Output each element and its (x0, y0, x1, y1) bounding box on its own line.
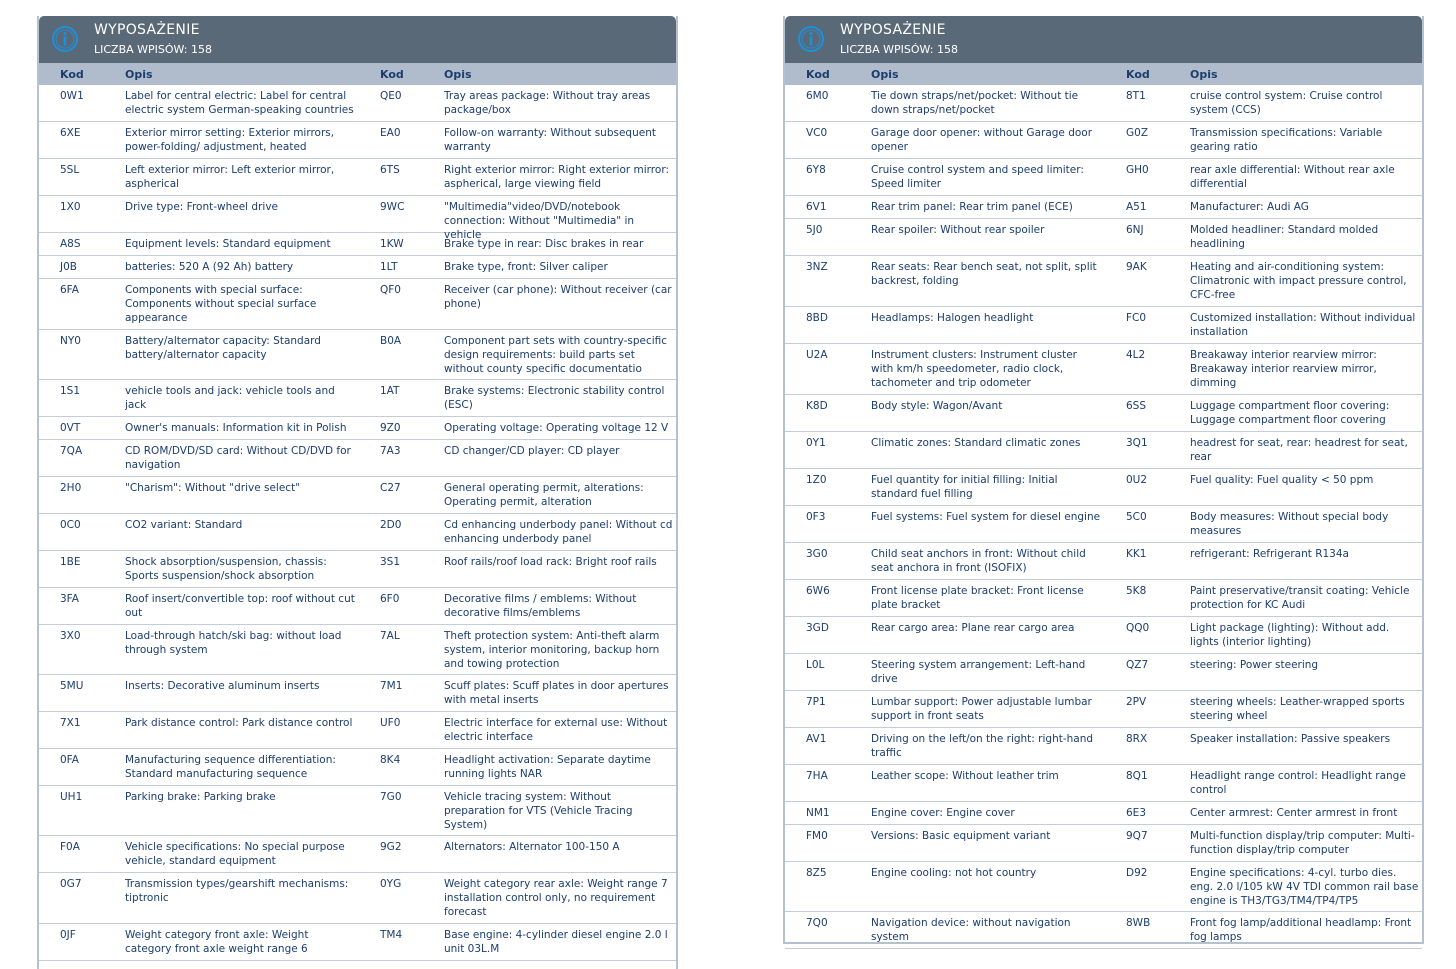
description-cell: Base engine: 4-cylinder diesel engine 2.0 l unit 03L.M (444, 929, 668, 955)
description-cell: Inserts: Decorative aluminum inserts (125, 680, 320, 692)
code-cell: 0G7 (60, 878, 82, 890)
code-cell: EA0 (380, 127, 401, 139)
description-cell: Rear cargo area: Plane rear cargo area (871, 622, 1075, 634)
table-row (39, 279, 676, 330)
code-cell: U2A (806, 349, 828, 361)
code-cell: 0YG (380, 878, 402, 890)
description-cell: Drive type: Front-wheel drive (125, 201, 278, 213)
table-row (785, 219, 1422, 256)
description-cell: Vehicle specifications: No special purpose vehicle, standard equipment (125, 841, 345, 867)
table-row (785, 691, 1422, 728)
description-cell: Owner's manuals: Information kit in Polish (125, 422, 347, 434)
description-cell: Exterior mirror setting: Exterior mirrors, power-folding/ adjustment, heated (125, 127, 335, 153)
description-cell: cruise control system: Cruise control system (CCS) (1190, 90, 1383, 116)
code-cell: 3NZ (806, 261, 828, 273)
description-cell: Body style: Wagon/Avant (871, 400, 1003, 412)
description-cell: Headlight activation: Separate daytime running lights NAR (444, 754, 651, 780)
code-cell: 7M1 (380, 680, 403, 692)
code-cell: NY0 (60, 335, 81, 347)
code-cell: 9Q7 (1126, 830, 1148, 842)
code-cell: 5C0 (1126, 511, 1147, 523)
code-cell: G0Z (1126, 127, 1149, 139)
code-cell: 7P1 (806, 696, 826, 708)
code-cell: 2PV (1126, 696, 1147, 708)
code-cell: VC0 (806, 127, 828, 139)
description-cell: Load-through hatch/ski bag: without load through system (125, 630, 342, 656)
code-cell: K8D (806, 400, 828, 412)
panel-title: WYPOSAŻENIE (840, 22, 946, 38)
table-row (39, 440, 676, 477)
description-cell: Customized installation: Without individual installation (1190, 312, 1416, 338)
table-row (785, 543, 1422, 580)
description-cell: Manufacturing sequence differentiation: Standard manufacturing sequence (125, 754, 336, 780)
description-cell: Rear seats: Rear bench seat, not split, split backrest, folding (871, 261, 1097, 287)
code-cell: 6W6 (806, 585, 830, 597)
description-cell: Component part sets with country-specific design requirements: build parts set without county specific documentatio (444, 335, 668, 375)
code-cell: 3G0 (806, 548, 828, 560)
code-cell: 3Q1 (1126, 437, 1148, 449)
description-cell: Front fog lamp/additional headlamp: Front fog lamps (1190, 917, 1412, 943)
column-header-opis: Opis (871, 68, 899, 81)
code-cell: QZ7 (1126, 659, 1149, 671)
table-row (39, 712, 676, 749)
equipment-panel-left (37, 16, 678, 969)
table-row (39, 675, 676, 712)
table-row (785, 617, 1422, 654)
code-cell: 6TS (380, 164, 400, 176)
code-cell: 0U2 (1126, 474, 1148, 486)
table-row (39, 85, 676, 122)
code-cell: 7QA (60, 445, 83, 457)
description-cell: Shock absorption/suspension, chassis: Sports suspension/shock absorption (125, 556, 327, 582)
table-row (39, 330, 676, 380)
table-row (785, 432, 1422, 469)
table-row (785, 580, 1422, 617)
description-cell: Transmission types/gearshift mechanisms: tiptronic (125, 878, 349, 904)
column-header-kod: Kod (60, 68, 84, 81)
description-cell: Engine cooling: not hot country (871, 867, 1037, 879)
table-row (785, 825, 1422, 862)
description-cell: Park distance control: Park distance control (125, 717, 353, 729)
description-cell: batteries: 520 A (92 Ah) battery (125, 261, 294, 273)
description-cell: Label for central electric: Label for central electric system German-speaking countries (125, 90, 354, 116)
description-cell: Instrument clusters: Instrument cluster with km/h speedometer, radio clock, tachometer and trip odometer (871, 349, 1077, 389)
code-cell: 3X0 (60, 630, 81, 642)
code-cell: 6XE (60, 127, 81, 139)
table-row (785, 85, 1422, 122)
code-cell: A8S (60, 238, 81, 250)
description-cell: Tie down straps/net/pocket: Without tie down straps/net/pocket (871, 90, 1079, 116)
code-cell: KK1 (1126, 548, 1147, 560)
description-cell: Paint preservative/transit coating: Vehicle protection for KC Audi (1190, 585, 1410, 611)
table-row (39, 749, 676, 786)
description-cell: Vehicle tracing system: Without preparation for VTS (Vehicle Tracing System) (444, 791, 633, 831)
code-cell: GH0 (1126, 164, 1149, 176)
code-cell: NM1 (806, 807, 830, 819)
description-cell: Driving on the left/on the right: right-hand traffic (871, 733, 1094, 759)
description-cell: rear axle differential: Without rear axle differential (1190, 164, 1395, 190)
info-icon (798, 26, 824, 52)
code-cell: 8T1 (1126, 90, 1146, 102)
code-cell: 8RX (1126, 733, 1148, 745)
description-cell: CD ROM/DVD/SD card: Without CD/DVD for navigation (125, 445, 351, 471)
table-row (39, 159, 676, 196)
description-cell: Rear trim panel: Rear trim panel (ECE) (871, 201, 1073, 213)
code-cell: 6FA (60, 284, 79, 296)
description-cell: Fuel quantity for initial filling: Initial standard fuel filling (871, 474, 1058, 500)
description-cell: Body measures: Without special body measures (1190, 511, 1389, 537)
description-cell: General operating permit, alterations: Operating permit, alteration (444, 482, 644, 508)
description-cell: Receiver (car phone): Without receiver (car phone) (444, 284, 672, 310)
description-cell: Electric interface for external use: Without electric interface (444, 717, 668, 743)
code-cell: 0JF (60, 929, 76, 941)
code-cell: 5J0 (806, 224, 823, 236)
code-cell: 8Q1 (1126, 770, 1148, 782)
code-cell: 7HA (806, 770, 828, 782)
table-row (39, 551, 676, 588)
table-row (785, 802, 1422, 825)
table-row (39, 256, 676, 279)
code-cell: QQ0 (1126, 622, 1150, 634)
description-cell: Theft protection system: Anti-theft alarm system, interior monitoring, backup horn and towing protection (444, 630, 660, 670)
code-cell: A51 (1126, 201, 1147, 213)
table-row (785, 256, 1422, 307)
code-cell: 1BE (60, 556, 81, 568)
code-cell: UF0 (380, 717, 401, 729)
description-cell: Alternators: Alternator 100-150 A (444, 841, 620, 853)
code-cell: 0Y1 (806, 437, 826, 449)
description-cell: Center armrest: Center armrest in front (1190, 807, 1398, 819)
description-cell: Headlight range control: Headlight range control (1190, 770, 1406, 796)
code-cell: 2H0 (60, 482, 82, 494)
description-cell: Lumbar support: Power adjustable lumbar support in front seats (871, 696, 1092, 722)
description-cell: Scuff plates: Scuff plates in door apertures with metal inserts (444, 680, 669, 706)
description-cell: Operating voltage: Operating voltage 12 V (444, 422, 669, 434)
code-cell: QF0 (380, 284, 401, 296)
table-row (39, 477, 676, 514)
description-cell: Luggage compartment floor covering: Luggage compartment floor covering (1190, 400, 1390, 426)
description-cell: Front license plate bracket: Front license plate bracket (871, 585, 1084, 611)
table-row (39, 588, 676, 625)
description-cell: Rear spoiler: Without rear spoiler (871, 224, 1045, 236)
code-cell: 6Y8 (806, 164, 826, 176)
description-cell: Roof insert/convertible top: roof without cut out (125, 593, 355, 619)
description-cell: "Charism": Without "drive select" (125, 482, 301, 494)
code-cell: 7AL (380, 630, 400, 642)
table-row (39, 873, 676, 924)
description-cell: Breakaway interior rearview mirror: Breakaway interior rearview mirror, dimming (1190, 349, 1377, 389)
description-cell: Components with special surface: Components without special surface appearance (125, 284, 317, 324)
table-row (785, 765, 1422, 802)
code-cell: 0VT (60, 422, 81, 434)
table-row (39, 233, 676, 256)
code-cell: 1S1 (60, 385, 81, 397)
description-cell: Weight category front axle: Weight category front axle weight range 6 (125, 929, 309, 955)
panel-header (785, 16, 1422, 63)
code-cell: 6E3 (1126, 807, 1146, 819)
table-row (785, 122, 1422, 159)
description-cell: vehicle tools and jack: vehicle tools and jack (125, 385, 335, 411)
description-cell: Light package (lighting): Without add. lights (interior lighting) (1190, 622, 1390, 648)
code-cell: QE0 (380, 90, 402, 102)
description-cell: Manufacturer: Audi AG (1190, 201, 1309, 213)
code-cell: 9AK (1126, 261, 1147, 273)
description-cell: Molded headliner: Standard molded headlining (1190, 224, 1379, 250)
table-row (39, 836, 676, 873)
table-row (39, 417, 676, 440)
description-cell: Tray areas package: Without tray areas package/box (444, 90, 651, 116)
code-cell: 6SS (1126, 400, 1147, 412)
code-cell: 3FA (60, 593, 79, 605)
code-cell: 1X0 (60, 201, 81, 213)
code-cell: 7G0 (380, 791, 402, 803)
description-cell: Brake type, front: Silver caliper (444, 261, 608, 273)
table-row (39, 122, 676, 159)
description-cell: Battery/alternator capacity: Standard battery/alternator capacity (125, 335, 321, 361)
code-cell: 9WC (380, 201, 405, 213)
code-cell: 3GD (806, 622, 829, 634)
table-row (785, 395, 1422, 432)
description-cell: Garage door opener: without Garage door opener (871, 127, 1093, 153)
column-header-opis: Opis (444, 68, 472, 81)
code-cell: 1AT (380, 385, 400, 397)
description-cell: Transmission specifications: Variable gearing ratio (1190, 127, 1383, 153)
description-cell: Fuel systems: Fuel system for diesel engine (871, 511, 1101, 523)
table-row (39, 514, 676, 551)
code-cell: 0W1 (60, 90, 84, 102)
description-cell: Left exterior mirror: Left exterior mirror, aspherical (125, 164, 335, 190)
description-cell: Multi-function display/trip computer: Multi-function display/trip computer (1190, 830, 1415, 856)
table-row (39, 625, 676, 675)
code-cell: 5SL (60, 164, 80, 176)
code-cell: 1KW (380, 238, 404, 250)
description-cell: refrigerant: Refrigerant R134a (1190, 548, 1349, 560)
code-cell: 3S1 (380, 556, 401, 568)
table-row (785, 469, 1422, 506)
code-cell: J0B (60, 261, 77, 273)
description-cell: steering: Power steering (1190, 659, 1319, 671)
code-cell: FC0 (1126, 312, 1147, 324)
table-row (785, 912, 1422, 949)
table-row (785, 344, 1422, 395)
code-cell: 6V1 (806, 201, 827, 213)
description-cell: Parking brake: Parking brake (125, 791, 276, 803)
code-cell: 8WB (1126, 917, 1151, 929)
code-cell: UH1 (60, 791, 83, 803)
column-header-kod: Kod (1126, 68, 1150, 81)
code-cell: 1Z0 (806, 474, 827, 486)
equipment-rows (39, 85, 676, 961)
code-cell: FM0 (806, 830, 828, 842)
code-cell: 0C0 (60, 519, 81, 531)
table-row (39, 196, 676, 241)
column-header-kod: Kod (380, 68, 404, 81)
description-cell: Climatic zones: Standard climatic zones (871, 437, 1081, 449)
code-cell: 1LT (380, 261, 398, 273)
code-cell: 8BD (806, 312, 828, 324)
column-header-row (39, 63, 676, 85)
description-cell: Brake type in rear: Disc brakes in rear (444, 238, 644, 250)
column-header-opis: Opis (1190, 68, 1218, 81)
code-cell: D92 (1126, 867, 1148, 879)
description-cell: Follow-on warranty: Without subsequent warranty (444, 127, 656, 153)
description-cell: Engine specifications: 4-cyl. turbo dies. eng. 2.0 l/105 kW 4V TDI common rail base engine is TH3/TG3/TM4/TP4/TP5 (1190, 867, 1419, 907)
table-row (785, 196, 1422, 219)
code-cell: 2D0 (380, 519, 402, 531)
code-cell: 0F3 (806, 511, 826, 523)
column-header-kod: Kod (806, 68, 830, 81)
description-cell: Engine cover: Engine cover (871, 807, 1015, 819)
info-icon (52, 26, 78, 52)
panel-header (39, 16, 676, 63)
equipment-rows (785, 85, 1422, 949)
description-cell: headrest for seat, rear: headrest for seat, rear (1190, 437, 1408, 463)
code-cell: 6F0 (380, 593, 400, 605)
code-cell: AV1 (806, 733, 827, 745)
code-cell: B0A (380, 335, 402, 347)
code-cell: 6M0 (806, 90, 829, 102)
code-cell: 4L2 (1126, 349, 1146, 361)
code-cell: 5MU (60, 680, 84, 692)
description-cell: Speaker installation: Passive speakers (1190, 733, 1391, 745)
description-cell: CO2 variant: Standard (125, 519, 243, 531)
code-cell: TM4 (380, 929, 403, 941)
description-cell: Brake systems: Electronic stability control (ESC) (444, 385, 665, 411)
panel-title: WYPOSAŻENIE (94, 22, 200, 38)
description-cell: "Multimedia"video/DVD/notebook connection: Without "Multimedia" in vehicle (444, 201, 635, 241)
description-cell: Right exterior mirror: Right exterior mirror: aspherical, large viewing field (444, 164, 669, 190)
description-cell: Roof rails/roof load rack: Bright roof rails (444, 556, 657, 568)
code-cell: 7Q0 (806, 917, 828, 929)
description-cell: Cruise control system and speed limiter: Speed limiter (871, 164, 1084, 190)
code-cell: 7X1 (60, 717, 81, 729)
code-cell: L0L (806, 659, 825, 671)
entry-count: LICZBA WPISÓW: 158 (94, 43, 212, 56)
table-row (39, 380, 676, 417)
description-cell: Child seat anchors in front: Without child seat anchora in front (ISOFIX) (871, 548, 1086, 574)
description-cell: Steering system arrangement: Left-hand drive (871, 659, 1086, 685)
description-cell: Headlamps: Halogen headlight (871, 312, 1034, 324)
description-cell: steering wheels: Leather-wrapped sports steering wheel (1190, 696, 1405, 722)
table-row (785, 159, 1422, 196)
code-cell: 8K4 (380, 754, 401, 766)
description-cell: CD changer/CD player: CD player (444, 445, 620, 457)
description-cell: Weight category rear axle: Weight range 7 installation control only, no requirement forecast (444, 878, 668, 918)
code-cell: 7A3 (380, 445, 401, 457)
description-cell: Leather scope: Without leather trim (871, 770, 1059, 782)
code-cell: 6NJ (1126, 224, 1144, 236)
code-cell: 0FA (60, 754, 79, 766)
table-row (785, 307, 1422, 344)
description-cell: Heating and air-conditioning system: Climatronic with impact pressure control, CFC-free (1190, 261, 1407, 301)
column-header-row (785, 63, 1422, 85)
code-cell: 9G2 (380, 841, 402, 853)
column-header-opis: Opis (125, 68, 153, 81)
table-row (785, 654, 1422, 691)
description-cell: Equipment levels: Standard equipment (125, 238, 331, 250)
table-row (785, 862, 1422, 912)
description-cell: Fuel quality: Fuel quality < 50 ppm (1190, 474, 1374, 486)
table-row (39, 924, 676, 961)
code-cell: 9Z0 (380, 422, 401, 434)
description-cell: Cd enhancing underbody panel: Without cd enhancing underbody panel (444, 519, 673, 545)
entry-count: LICZBA WPISÓW: 158 (840, 43, 958, 56)
description-cell: Navigation device: without navigation system (871, 917, 1071, 943)
table-row (785, 506, 1422, 543)
description-cell: Decorative films / emblems: Without decorative films/emblems (444, 593, 637, 619)
equipment-panel-right (783, 16, 1424, 944)
description-cell: Versions: Basic equipment variant (871, 830, 1051, 842)
code-cell: 8Z5 (806, 867, 827, 879)
table-row (39, 786, 676, 836)
code-cell: 5K8 (1126, 585, 1147, 597)
code-cell: C27 (380, 482, 401, 494)
table-row (785, 728, 1422, 765)
code-cell: F0A (60, 841, 80, 853)
